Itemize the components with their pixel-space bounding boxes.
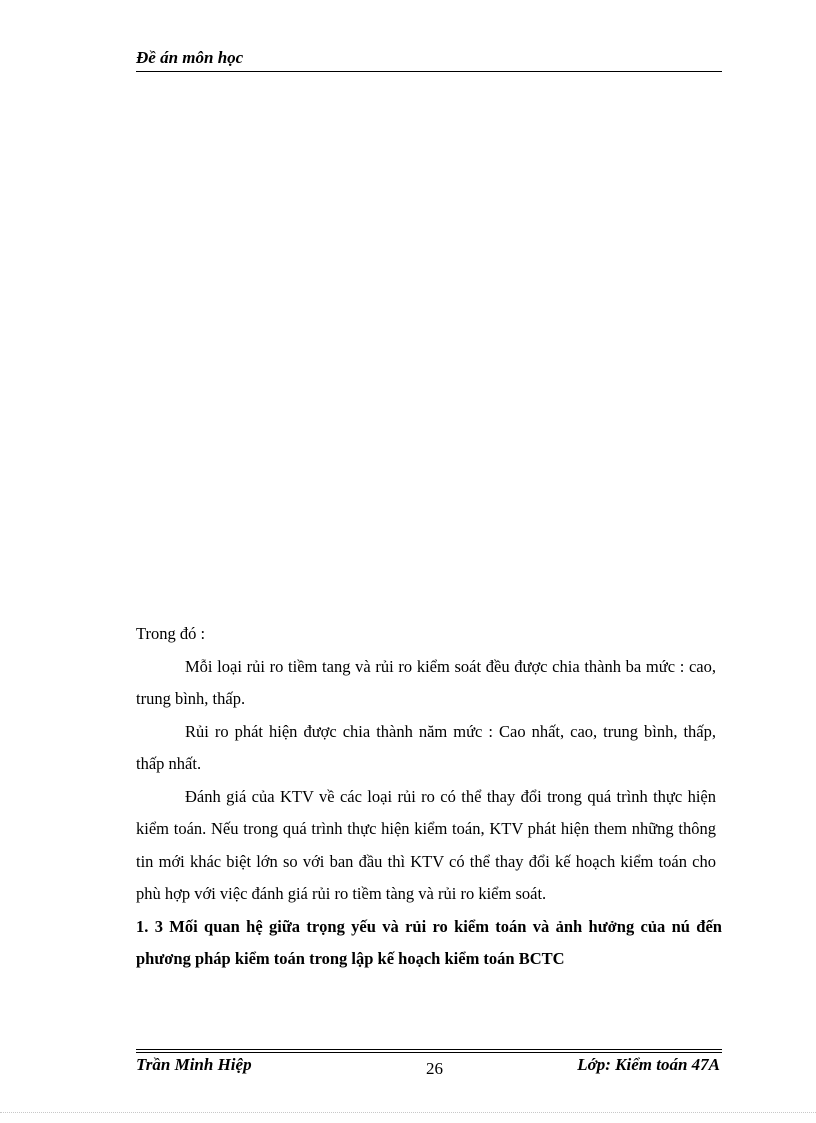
page-number: 26 — [426, 1059, 443, 1078]
header-divider — [136, 71, 722, 72]
section-heading: 1. 3 Mối quan hệ giữa trọng yếu và rủi ro kiểm toán và ảnh hưởng của nú đến phương pháp kiểm toán trong lập kế hoạch kiểm toán BCTC — [136, 916, 722, 968]
footer-divider-bottom — [136, 1052, 722, 1053]
footer-divider-top — [136, 1049, 722, 1050]
paragraph-detection-risk: Rủi ro phát hiện được chia thành năm mức : Cao nhất, cao, trung bình, thấp, thấp nhất. — [136, 721, 716, 773]
page-edge-dotted-line — [0, 1112, 816, 1113]
footer-class-label: Lớp: Kiểm toán 47A — [577, 1055, 720, 1074]
page-header-title: Đề án môn học — [136, 48, 244, 67]
intro-line: Trong đó : — [136, 624, 206, 643]
paragraph-ktv-assessment: Đánh giá của KTV về các loại rủi ro có thể thay đổi trong quá trình thực hiện kiểm toán. Nếu trong quá trình thực hiện kiểm toán, KTV phát hiện them những thông tin mới khác biệt lớn so với ban đầu thì KTV có thể thay đổi kế hoạch kiểm toán cho phù hợp với việc đánh giá rủi ro tiềm tàng và rủi ro kiểm soát. — [136, 786, 716, 903]
document-body — [136, 618, 722, 976]
footer-author: Trần Minh Hiệp — [136, 1055, 252, 1074]
paragraph-risk-levels: Mỗi loại rủi ro tiềm tang và rủi ro kiểm soát đều được chia thành ba mức : cao, trung bình, thấp. — [136, 656, 716, 708]
